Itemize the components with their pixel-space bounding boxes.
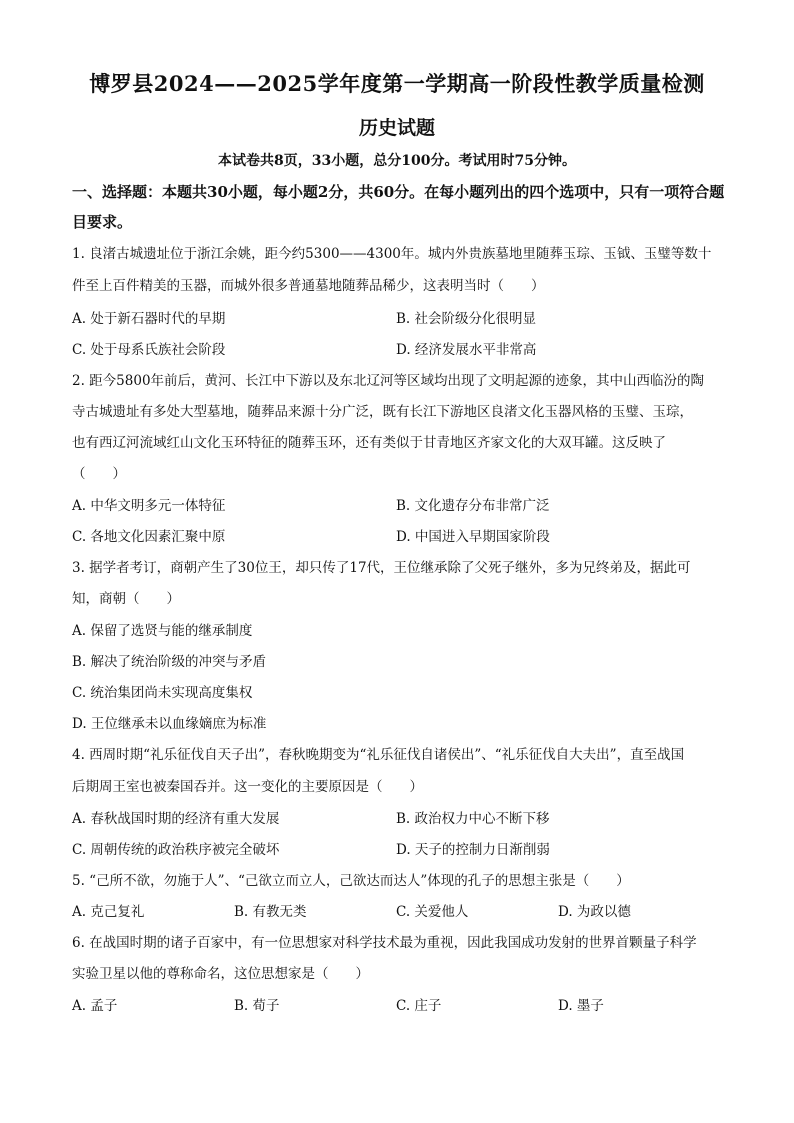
q1-option-b: B. 社会阶级分化很明显 <box>396 311 537 327</box>
q5-line1: 5. “己所不欲，勿施于人”、“己欲立而立人，己欲达而达人”体现的孔子的思想主张是（ ） <box>72 873 630 889</box>
q5-option-b: B. 有教无类 <box>234 904 307 920</box>
q1-line2: 件至上百件精美的玉器，而城外很多普通墓地随葬品稀少，这表明当时（ ） <box>72 278 545 294</box>
q1-option-c: C. 处于母系氏族社会阶段 <box>72 342 226 358</box>
q4-line1: 4. 西周时期“礼乐征伐自天子出”，春秋晚期变为“礼乐征伐自诸侯出”、“礼乐征伐自大夫出”，直至战国 <box>72 747 685 763</box>
exam-title: 博罗县2024——2025学年度第一学期高一阶段性教学质量检测 <box>89 71 705 96</box>
q3-line1: 3. 据学者考订，商朝产生了30位王，却只传了17代，王位继承除了父死子继外，多为兄终弟及，据此可 <box>72 560 691 576</box>
q6-option-a: A. 孟子 <box>72 998 118 1014</box>
q3-option-a: A. 保留了选贤与能的继承制度 <box>72 623 253 639</box>
section-heading: 一、选择题：本题共30小题，每小题2分，共60分。在每小题列出的四个选项中，只有一项符合题目要求。 <box>72 183 725 231</box>
q6-line1: 6. 在战国时期的诸子百家中，有一位思想家对科学技术最为重视，因此我国成功发射的世界首颗量子科学 <box>72 935 697 951</box>
q3-option-d: D. 王位继承未以血缘嫡庶为标准 <box>72 716 267 732</box>
q2-option-c: C. 各地文化因素汇聚中原 <box>72 529 226 545</box>
q6-option-d: D. 墨子 <box>558 998 604 1014</box>
q5-option-a: A. 克己复礼 <box>72 904 145 920</box>
q6-line2: 实验卫星以他的尊称命名，这位思想家是（ ） <box>72 966 369 982</box>
q1-option-d: D. 经济发展水平非常高 <box>396 342 537 358</box>
q1-line1: 1. 良渚古城遗址位于浙江余姚，距今约5300——4300年。城内外贵族墓地里随葬玉琮、玉钺、玉璧等数十 <box>72 246 712 262</box>
q4-option-b: B. 政治权力中心不断下移 <box>396 811 550 827</box>
q4-line2: 后期周王室也被秦国吞并。这一变化的主要原因是（ ） <box>72 779 423 795</box>
q4-option-c: C. 周朝传统的政治秩序被完全破坏 <box>72 842 280 858</box>
q2-line2: 寺古城遗址有多处大型墓地，随葬品来源十分广泛，既有长江下游地区良渚文化玉器风格的玉璧、玉琮， <box>72 404 693 420</box>
q2-option-d: D. 中国进入早期国家阶段 <box>396 529 550 545</box>
exam-note: 本试卷共8页，33小题，总分100分。考试用时75分钟。 <box>218 153 576 169</box>
q2-line1: 2. 距今5800年前后，黄河、长江中下游以及东北辽河等区域均出现了文明起源的迹象，其中山西临汾的陶 <box>72 373 705 389</box>
q4-option-a: A. 春秋战国时期的经济有重大发展 <box>72 811 280 827</box>
q3-option-b: B. 解决了统治阶级的冲突与矛盾 <box>72 654 267 670</box>
q6-option-b: B. 荀子 <box>234 998 280 1014</box>
q5-option-c: C. 关爱他人 <box>396 904 469 920</box>
q3-line2: 知，商朝（ ） <box>72 591 180 607</box>
q4-option-d: D. 天子的控制力日渐削弱 <box>396 842 550 858</box>
q2-line4: （ ） <box>72 466 126 482</box>
q2-line3: 也有西辽河流域红山文化玉环特征的随葬玉环，还有类似于甘青地区齐家文化的大双耳罐。这反映了 <box>72 435 666 451</box>
q3-option-c: C. 统治集团尚未实现高度集权 <box>72 685 253 701</box>
q1-option-a: A. 处于新石器时代的早期 <box>72 311 226 327</box>
q6-option-c: C. 庄子 <box>396 998 442 1014</box>
q5-option-d: D. 为政以德 <box>558 904 631 920</box>
exam-subtitle: 历史试题 <box>358 117 435 139</box>
q2-option-b: B. 文化遗存分布非常广泛 <box>396 498 550 514</box>
q2-option-a: A. 中华文明多元一体特征 <box>72 498 226 514</box>
